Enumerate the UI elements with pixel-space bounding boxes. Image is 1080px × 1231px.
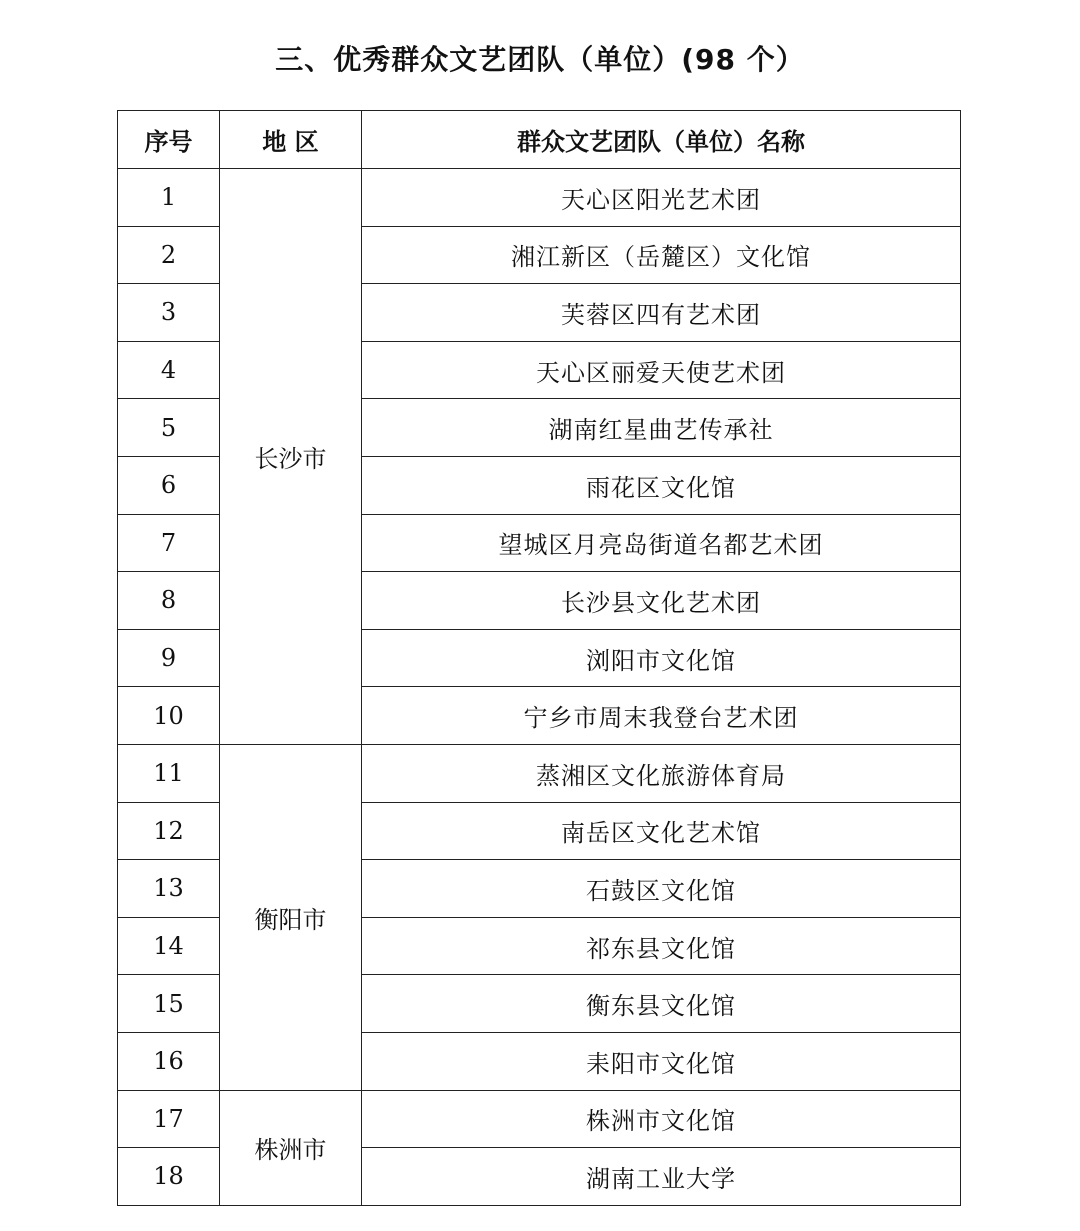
table-row — [118, 744, 961, 802]
column-header-number: 序号 — [118, 111, 220, 169]
table-row — [118, 1090, 961, 1148]
team-name: 南岳区文化艺术馆 — [362, 802, 961, 860]
table-row — [118, 169, 961, 227]
row-number: 8 — [118, 572, 220, 630]
team-name: 望城区月亮岛街道名都艺术团 — [362, 514, 961, 572]
team-name: 湖南工业大学 — [362, 1148, 961, 1206]
row-number: 15 — [118, 975, 220, 1033]
team-name: 天心区阳光艺术团 — [362, 169, 961, 227]
team-name: 雨花区文化馆 — [362, 456, 961, 514]
row-number: 3 — [118, 284, 220, 342]
team-name: 石鼓区文化馆 — [362, 860, 961, 918]
row-number: 11 — [118, 744, 220, 802]
page-title: 三、优秀群众文艺团队（单位）(98 个） — [275, 43, 805, 76]
column-header-region: 地 区 — [220, 111, 362, 169]
region-cell: 株洲市 — [220, 1090, 362, 1205]
awards-table — [117, 110, 961, 1206]
row-number: 1 — [118, 169, 220, 227]
table-header-row — [118, 111, 961, 169]
region-cell: 衡阳市 — [220, 744, 362, 1090]
team-name: 湖南红星曲艺传承社 — [362, 399, 961, 457]
row-number: 17 — [118, 1090, 220, 1148]
row-number: 18 — [118, 1148, 220, 1206]
row-number: 16 — [118, 1032, 220, 1090]
row-number: 5 — [118, 399, 220, 457]
row-number: 10 — [118, 687, 220, 745]
row-number: 6 — [118, 456, 220, 514]
team-name: 长沙县文化艺术团 — [362, 572, 961, 630]
column-header-name: 群众文艺团队（单位）名称 — [362, 111, 961, 169]
team-name: 蒸湘区文化旅游体育局 — [362, 744, 961, 802]
row-number: 13 — [118, 860, 220, 918]
team-name: 宁乡市周末我登台艺术团 — [362, 687, 961, 745]
team-name: 天心区丽爱天使艺术团 — [362, 341, 961, 399]
row-number: 7 — [118, 514, 220, 572]
table-body — [118, 169, 961, 1206]
team-name: 衡东县文化馆 — [362, 975, 961, 1033]
team-name: 耒阳市文化馆 — [362, 1032, 961, 1090]
row-number: 12 — [118, 802, 220, 860]
team-name: 浏阳市文化馆 — [362, 629, 961, 687]
row-number: 2 — [118, 226, 220, 284]
row-number: 14 — [118, 917, 220, 975]
row-number: 9 — [118, 629, 220, 687]
region-cell: 长沙市 — [220, 169, 362, 745]
team-name: 湘江新区（岳麓区）文化馆 — [362, 226, 961, 284]
row-number: 4 — [118, 341, 220, 399]
team-name: 株洲市文化馆 — [362, 1090, 961, 1148]
team-name: 芙蓉区四有艺术团 — [362, 284, 961, 342]
team-name: 祁东县文化馆 — [362, 917, 961, 975]
